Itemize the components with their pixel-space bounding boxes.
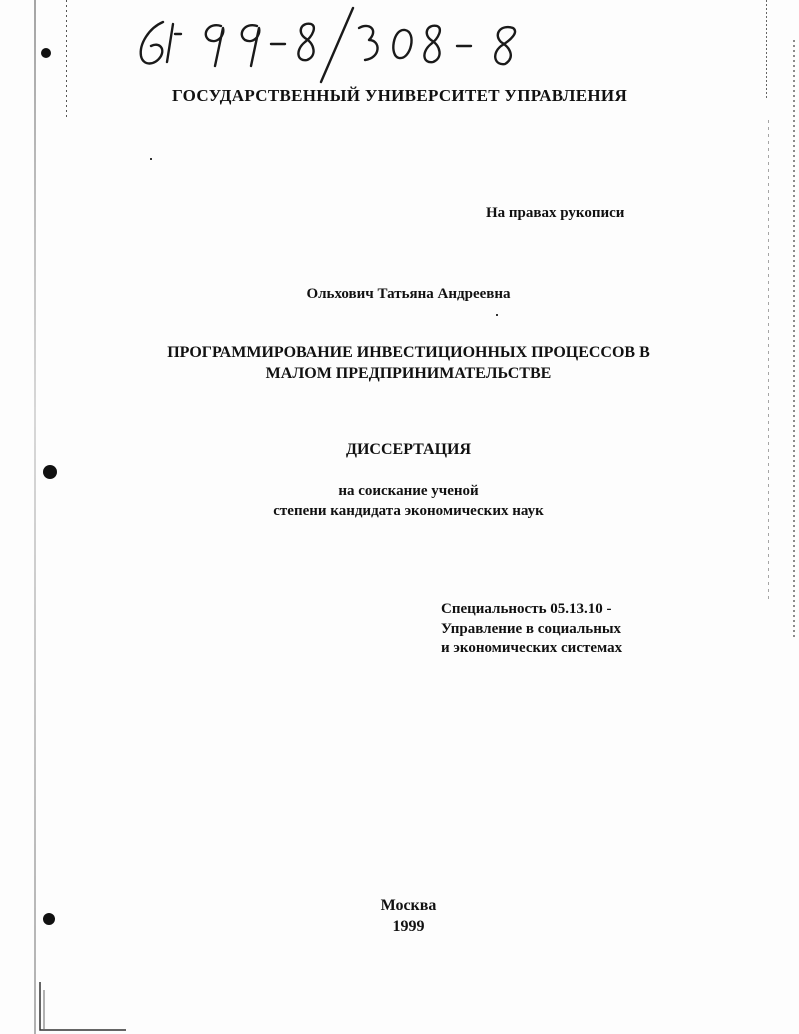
university-name: ГОСУДАРСТВЕННЫЙ УНИВЕРСИТЕТ УПРАВЛЕНИЯ bbox=[171, 86, 628, 105]
specialty-line-3: и экономических системах bbox=[441, 640, 623, 656]
scan-speck bbox=[496, 314, 498, 316]
document-type: ДИССЕРТАЦИЯ bbox=[345, 441, 472, 458]
degree-line-1: на соискание ученой bbox=[338, 483, 479, 499]
dissertation-title-line-1: ПРОГРАММИРОВАНИЕ ИНВЕСТИЦИОННЫХ ПРОЦЕССОВ В bbox=[167, 344, 650, 361]
scan-edge bbox=[766, 0, 767, 100]
degree-line-2: степени кандидата экономических наук bbox=[273, 503, 544, 519]
scan-speck bbox=[150, 158, 152, 160]
scan-edge bbox=[793, 40, 795, 640]
handwritten-catalog-number bbox=[125, 0, 545, 90]
year: 1999 bbox=[392, 918, 425, 935]
dissertation-title-line-2: МАЛОМ ПРЕДПРИНИМАТЕЛЬСТВЕ bbox=[265, 365, 552, 382]
binder-hole bbox=[41, 48, 51, 58]
manuscript-rights: На правах рукописи bbox=[486, 205, 625, 221]
city: Москва bbox=[380, 897, 437, 914]
author-name: Ольхович Татьяна Андреевна bbox=[306, 286, 511, 302]
specialty-line-1: Специальность 05.13.10 - bbox=[441, 601, 612, 617]
specialty-line-2: Управление в социальных bbox=[441, 621, 622, 637]
binder-hole bbox=[43, 465, 57, 479]
scan-corner-mark bbox=[38, 980, 128, 1034]
